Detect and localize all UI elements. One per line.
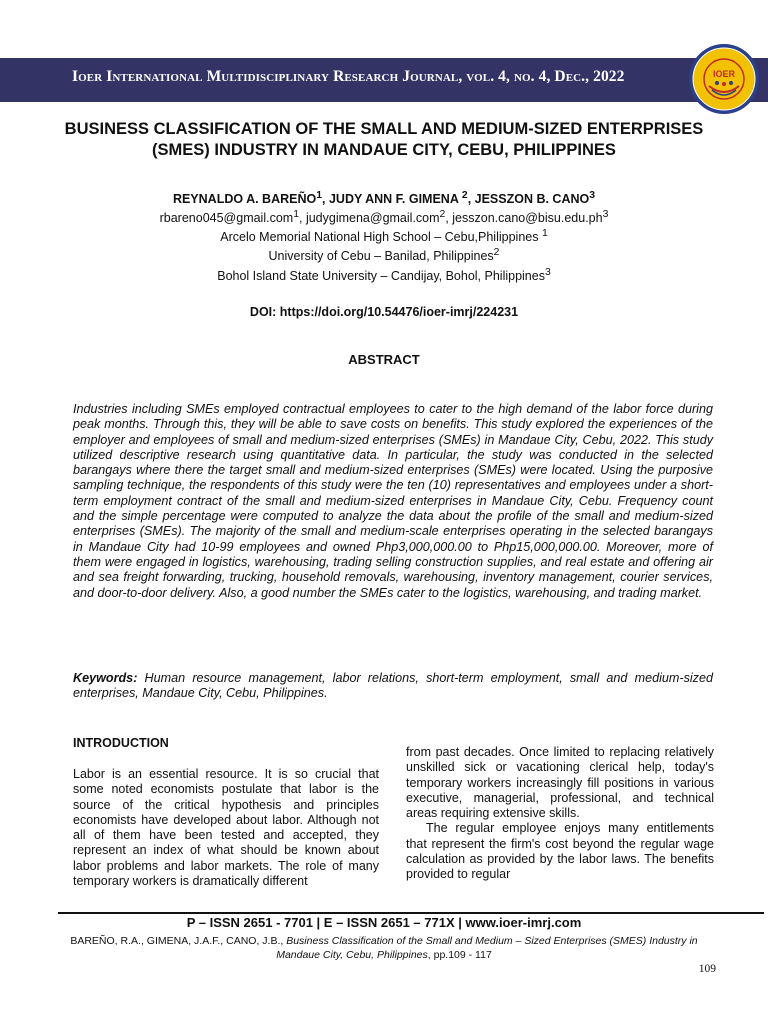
journal-banner — [0, 58, 768, 102]
citation-line: BAREÑO, R.A., GIMENA, J.A.F., CANO, J.B., Business Classification of the Small and Medium – Sized Enterprises (SMES) Industry in Mandaue City, Cebu, Philippines, pp.109 - 117 — [70, 935, 698, 961]
author-mark: 2 — [461, 190, 468, 201]
page-number: 109 — [698, 963, 716, 975]
abstract-text: Industries including SMEs employed contractual employees to cater to the high demand of the labor force during peak months. Through this, they will be able to save costs on benefits. This study explored the experiences of the employer and employees of small and medium-sized enterprises (SMEs) in Mandaue City, Cebu, 2022. This study utilized descriptive research using quantitative data. In particular, the study was conducted in the selected barangays where there the target small and medium-sized enterprises (SMEs) were located. Using the purposive sampling technique, the respondents of this study were the ten (10) representatives and employees under a short-term employment contract of the small and medium-sized enterprises in Mandaue City, Cebu. Frequency count and the simple percentage were computed to analyze the data about the profile of the small and medium-sized enterprises (SMEs). The majority of the small and medium-scale enterprises operating in the selected barangays in Mandaue City had 10-99 employees and owned Php3,000,000.00 to Php15,000,000.00. Moreover, more of them were engaged in logistics, warehousing, trading selling construction supplies, and real estate and offering air and sea freight forwarding, trucking, household removals, warehousing, inventory management, courier services, and door-to-door delivery. Also, a good number the SMEs cater to the logistics, warehousing, and trading market. — [73, 402, 713, 600]
author-mark: 1 — [316, 190, 323, 201]
author-emails: rbareno045@gmail.com$^1$, judygimena@gmail.com$^2$, $jesszon.cano@bisu.edu.ph^3$ — [159, 209, 609, 226]
introduction-heading: INTRODUCTION — [73, 736, 169, 750]
citation-title: Business Classification of the Small and Medium – Sized Enterprises (SMES) Industry in Mandaue City, Cebu, Philippines — [276, 935, 698, 961]
ioer-logo — [687, 42, 761, 116]
keywords — [73, 671, 713, 702]
keywords-label: Keywords: — [73, 671, 138, 685]
paper-title: BUSINESS CLASSIFICATION OF THE SMALL AND MEDIUM-SIZED ENTERPRISES (SMES) INDUSTRY IN MANDAUE CITY, CEBU, PHILIPPINES — [64, 120, 704, 159]
author-mark: 3 — [589, 190, 596, 201]
introduction-right-column — [406, 745, 714, 883]
author-name: JESSZON B. CANO — [474, 192, 590, 207]
issn-line: P – ISSN 2651 - 7701 | E – ISSN 2651 – 771X | www.ioer-imrj.com — [186, 915, 582, 930]
author-email[interactable]: rbareno045@gmail.com — [159, 211, 294, 226]
logo-text: IOER — [712, 69, 736, 79]
author-block — [40, 188, 728, 284]
doi-link[interactable]: DOI: https://doi.org/10.54476/ioer-imrj/224231 — [249, 305, 519, 319]
author-names: REYNALDO A. BAREÑO$^1$, JUDY ANN F. GIMENA $^2$, JESSZON B. CANO$^3$ — [172, 190, 596, 207]
paragraph: from past decades. Once limited to replacing relatively unskilled sick or vacationing clerical help, today's temporary workers increasingly fill positions in various executive, managerial, professional, and technical areas requiring extensive skills. — [406, 745, 714, 821]
author-name: REYNALDO A. BAREÑO — [172, 192, 317, 207]
affiliation: University of Cebu – Banilad, Philippines$^2$ — [268, 247, 500, 264]
journal-title: Ioer International Multidisciplinary Research Journal, vol. 4, no. 4, Dec., 2022 — [72, 68, 625, 85]
author-email[interactable]: judygimena@gmail.com — [305, 211, 440, 226]
author-email[interactable]: jesszon.cano@bisu.edu.ph — [452, 211, 603, 226]
affiliation: Arcelo Memorial National High School – Cebu,Philippines $^1$ — [220, 228, 548, 245]
keywords-text: Human resource management, labor relations, short-term employment, small and medium-sized enterprises, Mandaue City, Cebu, Philippines. — [73, 671, 713, 701]
author-name: JUDY ANN F. GIMENA — [328, 192, 459, 207]
abstract-heading: ABSTRACT — [348, 352, 420, 367]
paragraph: The regular employee enjoys many entitlements that represent the firm's cost beyond the regular wage calculation as provided by the labor laws. The benefits provided to regular — [406, 821, 714, 882]
footer-divider — [58, 912, 764, 914]
affiliation: Bohol Island State University – Candijay, Bohol, Philippines$^3$ — [217, 266, 551, 283]
introduction-left-column: Labor is an essential resource. It is so crucial that some noted economists postulate that labor is the source of the critical hypothesis and principles economists have developed about labor. Although not all of them have been tested and accepted, they represent an index of what should be known about labor problems and labor markets. The role of many temporary workers is dramatically different — [73, 767, 379, 889]
